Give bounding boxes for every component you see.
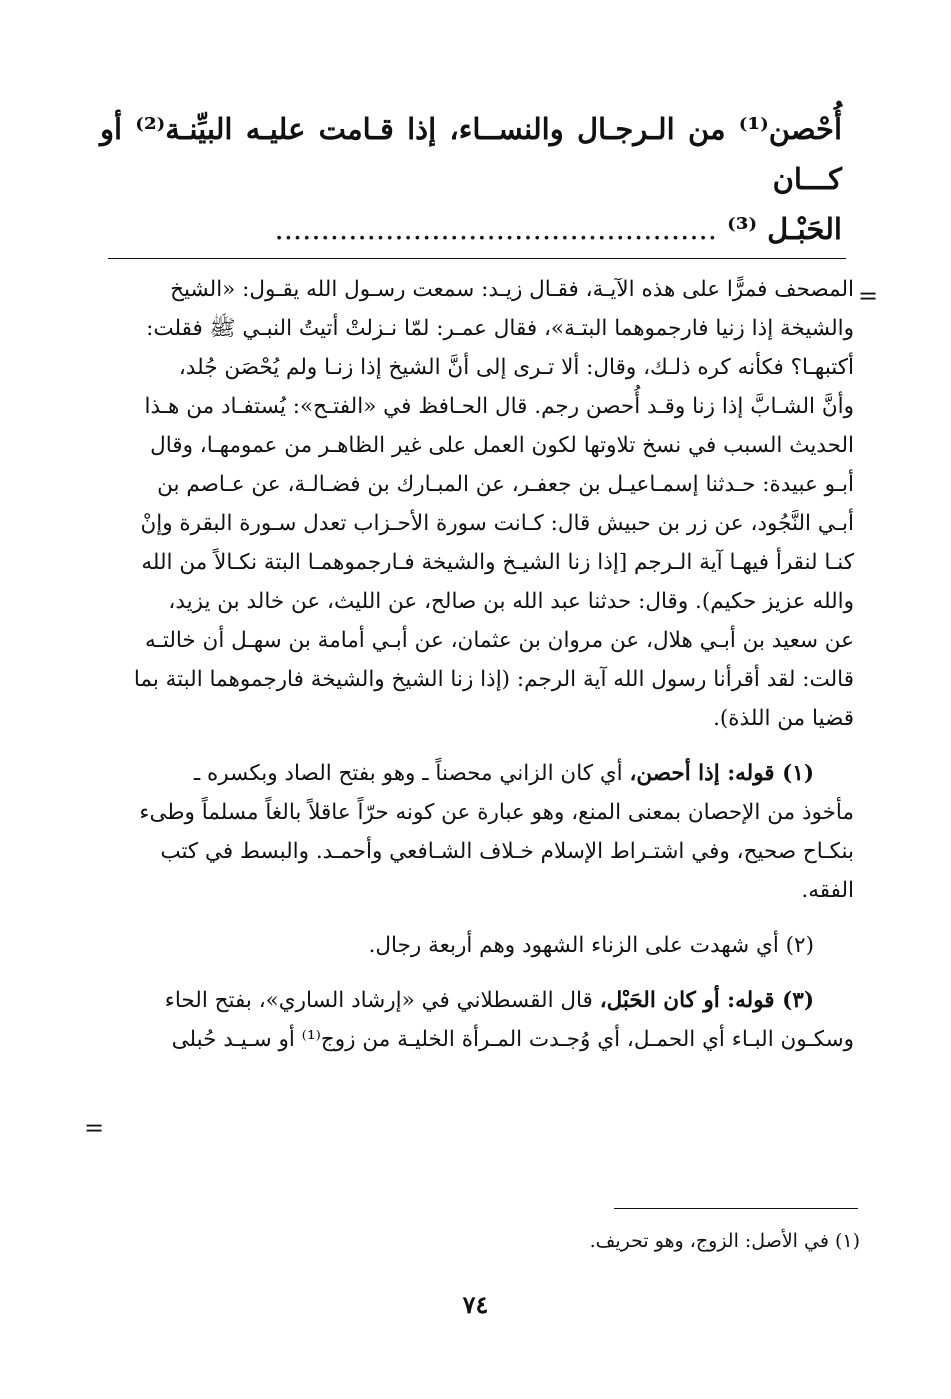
note-3-label: (٣) قوله: أو كان الحَبْل،: [599, 988, 814, 1013]
note-line: الحديث السبب في نسخ تلاوتها لكون العمل على غير الظاهـر من عمومهـا، وقال: [150, 433, 854, 458]
note-line: وسكـون البـاء أي الحمـل، أي وُجـدت المـرأة الخليـة من زوج⁽¹⁾ أو سـيـد حُبلى: [171, 1027, 854, 1052]
page-number: ٧٤: [462, 1290, 489, 1319]
note-line: وأنَّ الشـابَّ إذا زنا وقـد أُحصن رجم. قال الحـافظ في «الفتـح»: يُستفـاد من هـذا: [144, 394, 854, 419]
note-3-text: قال القسطلاني في «إرشاد الساري»، بفتح الحاء: [164, 988, 593, 1013]
note-1-label: (١) قوله: إذا أحصن،: [629, 761, 814, 786]
note-line: أكتبهـا؟ فكأنه كره ذلـك، وقال: ألا تـرى إلى أنَّ الشيخ إذا زنـا ولم يُحْصَن جُلد،: [178, 355, 854, 380]
small-footnote: (١) في الأصل: الزوج، وهو تحريف.: [589, 1230, 860, 1252]
note-line: قضيا من اللذة).: [713, 706, 854, 731]
continuation-mark-end: =: [84, 1114, 105, 1142]
footnote-divider: [108, 258, 846, 259]
note-line: قالت: لقد أقرأنا رسول الله آية الرجم: (إذا زنا الشيخ والشيخة فارجموهما البتة بما: [133, 667, 854, 692]
main-line-2: [100, 204, 842, 254]
note-2: (٢) أي شهدت على الزناء الشهود وهم أربعة رجال.: [368, 933, 814, 958]
note-1-first-line: [100, 754, 854, 793]
note-1-text: أي كان الزاني محصناً ـ وهو بفتح الصاد وبكسره ـ: [193, 761, 623, 786]
note-line: مأخوذ من الإحصان بمعنى المنع، وهو عبارة عن كونه حرّاً عاقلاً بالغاً مسلماً وطىء: [139, 800, 854, 825]
note-line: كنـا لنقرأ فيهـا آية الـرجم [إذا زنا الشيـخ والشيخة فـارجموهمـا البتة نكـالاً من الله: [141, 550, 854, 575]
note-line: أبـي النَّجُود، عن زر بن حبيش قال: كـانت سورة الأحـزاب تعدل سـورة البقرة وإنْ: [140, 511, 854, 536]
small-footnote-divider: [614, 1208, 858, 1209]
note-3-first-line: [100, 981, 854, 1020]
note-line: والشيخة إذا زنيا فارجموهما البتـة»، فقال عمـر: لمّا نـزلتْ أتيتُ النبـي ﷺ فقلت:: [146, 316, 854, 341]
main-line-2-text: الحَبْـل ⁽³⁾: [727, 212, 842, 246]
note-line: والله عزيز حكيم). وقال: حدثنا عبد الله بن صالح، عن الليث، عن خالد بن يزيد،: [168, 589, 854, 614]
note-line: عن سعيد بن أبـي هلال، عن مروان بن عثمان، عن أبـي أمامة بن سهـل أن خالتـه: [145, 628, 854, 653]
main-line-1: أُحْصن⁽¹⁾ من الـرجـال والنســاء، إذا قـامت عليـه البيِّنـة⁽²⁾ أو كـــان: [100, 112, 843, 196]
main-text: [100, 104, 842, 254]
note-line: الفقه.: [801, 878, 854, 903]
continuation-mark-start: =: [858, 282, 879, 310]
note-line: أبـو عبيدة: حـدثنا إسمـاعيـل بن جعفـر، عن المبـارك بن فضـالـة، عن عـاصم بن: [157, 472, 854, 497]
footnotes-block: [100, 270, 854, 1059]
note-line: المصحف فمرًّا على هذه الآيـة، فقـال زيـد: سمعت رسـول الله يقـول: «الشيخ: [170, 277, 854, 302]
note-line: بنكـاح صحيح، وفي اشتـراط الإسلام خـلاف الشـافعي وأحمـد. والبسط في كتب: [160, 839, 854, 864]
dotted-leader: ................................................: [274, 212, 717, 246]
